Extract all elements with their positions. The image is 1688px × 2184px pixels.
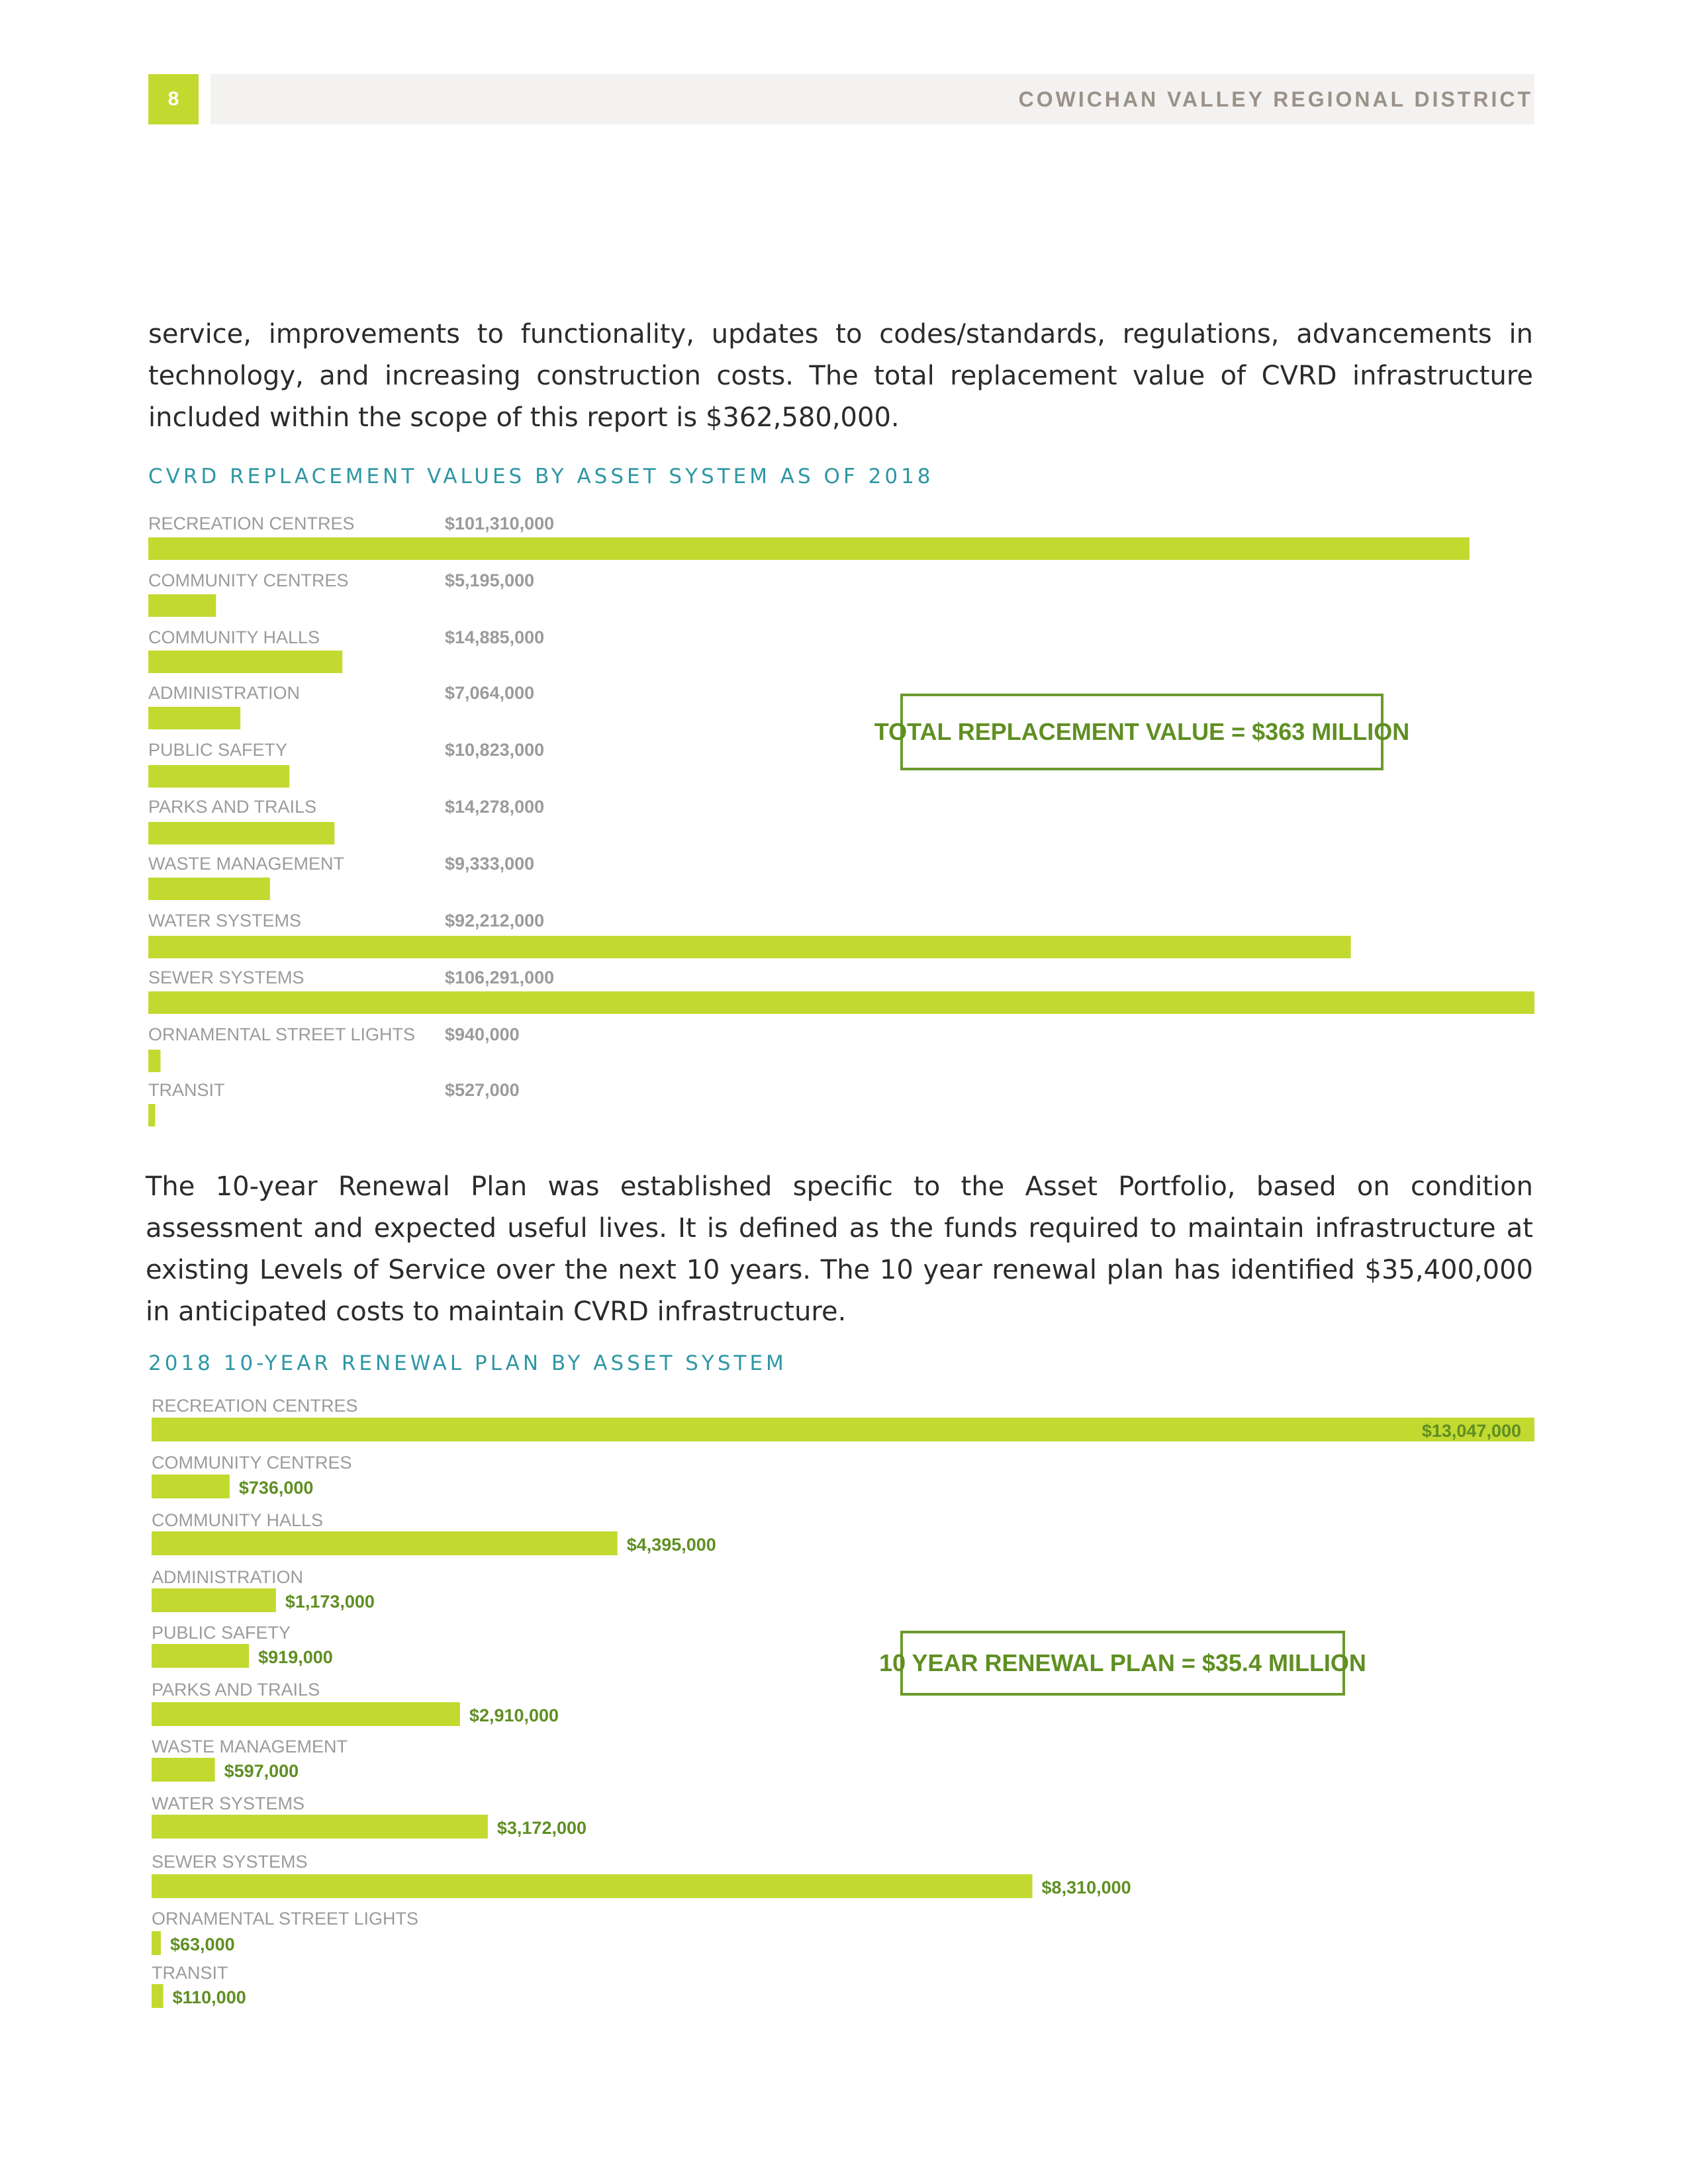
chart2-bar xyxy=(152,1644,249,1668)
chart2-category-label: PARKS AND TRAILS xyxy=(152,1680,320,1700)
chart1-bar xyxy=(148,765,289,788)
chart1-category-label: WATER SYSTEMS xyxy=(148,911,302,931)
chart2-bar xyxy=(152,1531,618,1555)
chart2-value-label: $8,310,000 xyxy=(1041,1878,1131,1897)
chart1-category-label: ORNAMENTAL STREET LIGHTS xyxy=(148,1024,416,1044)
chart1-value-label: $106,291,000 xyxy=(445,968,555,987)
chart1-bar xyxy=(148,1104,155,1126)
chart1-category-label: TRANSIT xyxy=(148,1080,225,1100)
chart2-bar xyxy=(152,1588,276,1612)
chart2-value-label: $13,047,000 xyxy=(1421,1421,1521,1441)
chart2-value-label: $736,000 xyxy=(238,1478,314,1498)
renewal-plan-total-box: 10 YEAR RENEWAL PLAN = $35.4 MILLION xyxy=(900,1631,1345,1696)
chart2-value-label: $597,000 xyxy=(224,1761,299,1781)
chart1-bar xyxy=(148,707,240,729)
chart1-category-label: PARKS AND TRAILS xyxy=(148,797,317,817)
body-paragraph-2: The 10-year Renewal Plan was established specific to the Asset Portfolio, based on condition assessment and expected useful lives. It is defined as the funds required to maintain infrastructure at existing Levels of Service over the next 10 years. The 10 year renewal plan has identified $35,400,000 in anticipated costs to maintain CVRD infrastructure. xyxy=(146,1171,1533,1327)
chart1-value-label: $10,823,000 xyxy=(445,740,545,760)
chart1-value-label: $527,000 xyxy=(445,1080,520,1100)
chart2-value-label: $63,000 xyxy=(170,1934,235,1954)
chart2-category-label: TRANSIT xyxy=(152,1963,228,1983)
chart1-category-label: COMMUNITY HALLS xyxy=(148,627,320,647)
chart2-value-label: $919,000 xyxy=(258,1647,333,1667)
chart2-category-label: RECREATION CENTRES xyxy=(152,1396,358,1416)
chart2-bar xyxy=(152,1815,488,1839)
chart1-bar xyxy=(148,651,342,673)
chart1-bar xyxy=(148,936,1351,958)
chart1-category-label: SEWER SYSTEMS xyxy=(148,968,305,987)
chart1-bar xyxy=(148,878,270,900)
chart1-value-label: $7,064,000 xyxy=(445,683,535,703)
chart1-bar xyxy=(148,991,1534,1014)
chart1-bar xyxy=(148,537,1470,560)
chart1-value-label: $101,310,000 xyxy=(445,514,555,533)
chart2-bar xyxy=(152,1874,1033,1898)
chart2-value-label: $2,910,000 xyxy=(469,1706,559,1725)
chart2-category-label: COMMUNITY HALLS xyxy=(152,1510,324,1530)
chart1-value-label: $9,333,000 xyxy=(445,854,535,874)
chart1-bar xyxy=(148,1050,161,1072)
chart2-bar xyxy=(152,1418,1534,1441)
chart2-value-label: $110,000 xyxy=(172,1987,246,2007)
chart2-category-label: SEWER SYSTEMS xyxy=(152,1852,308,1872)
total-replacement-value-box: TOTAL REPLACEMENT VALUE = $363 MILLION xyxy=(900,694,1383,770)
chart2-category-label: WATER SYSTEMS xyxy=(152,1794,305,1813)
chart1-value-label: $14,278,000 xyxy=(445,797,545,817)
chart2-value-label: $1,173,000 xyxy=(285,1592,375,1612)
body-paragraph-1: service, improvements to functionality, updates to codes/standards, regulations, advancements in technology, and increasing construction costs. The total replacement value of CVRD infrastructure included within the scope of this report is $362,580,000. xyxy=(148,319,1533,433)
chart2-category-label: COMMUNITY CENTRES xyxy=(152,1453,352,1473)
chart2-category-label: ORNAMENTAL STREET LIGHTS xyxy=(152,1909,419,1929)
chart1-value-label: $92,212,000 xyxy=(445,911,545,931)
chart2-bar xyxy=(152,1702,460,1726)
organization-name: COWICHAN VALLEY REGIONAL DISTRICT xyxy=(1018,87,1533,111)
chart1-category-label: WASTE MANAGEMENT xyxy=(148,854,345,874)
chart2-category-label: ADMINISTRATION xyxy=(152,1567,303,1587)
chart1-category-label: PUBLIC SAFETY xyxy=(148,740,288,760)
chart2-category-label: PUBLIC SAFETY xyxy=(152,1623,291,1643)
chart1-title: CVRD REPLACEMENT VALUES BY ASSET SYSTEM AS OF 2018 xyxy=(148,465,934,488)
chart2-bar xyxy=(152,1931,161,1955)
chart2-bar xyxy=(152,1758,215,1782)
chart1-bar xyxy=(148,594,216,617)
chart1-category-label: COMMUNITY CENTRES xyxy=(148,570,349,590)
chart1-value-label: $940,000 xyxy=(445,1024,520,1044)
chart1-value-label: $5,195,000 xyxy=(445,570,535,590)
chart2-category-label: WASTE MANAGEMENT xyxy=(152,1737,348,1756)
chart2-bar xyxy=(152,1475,230,1498)
chart2-value-label: $4,395,000 xyxy=(626,1535,716,1555)
chart2-title: 2018 10-YEAR RENEWAL PLAN BY ASSET SYSTEM xyxy=(148,1351,787,1375)
chart1-category-label: RECREATION CENTRES xyxy=(148,514,355,533)
chart1-category-label: ADMINISTRATION xyxy=(148,683,300,703)
chart1-bar xyxy=(148,822,334,844)
page-number: 8 xyxy=(148,74,199,124)
chart1-value-label: $14,885,000 xyxy=(445,627,545,647)
chart2-value-label: $3,172,000 xyxy=(496,1818,587,1838)
chart2-bar xyxy=(152,1984,164,2008)
